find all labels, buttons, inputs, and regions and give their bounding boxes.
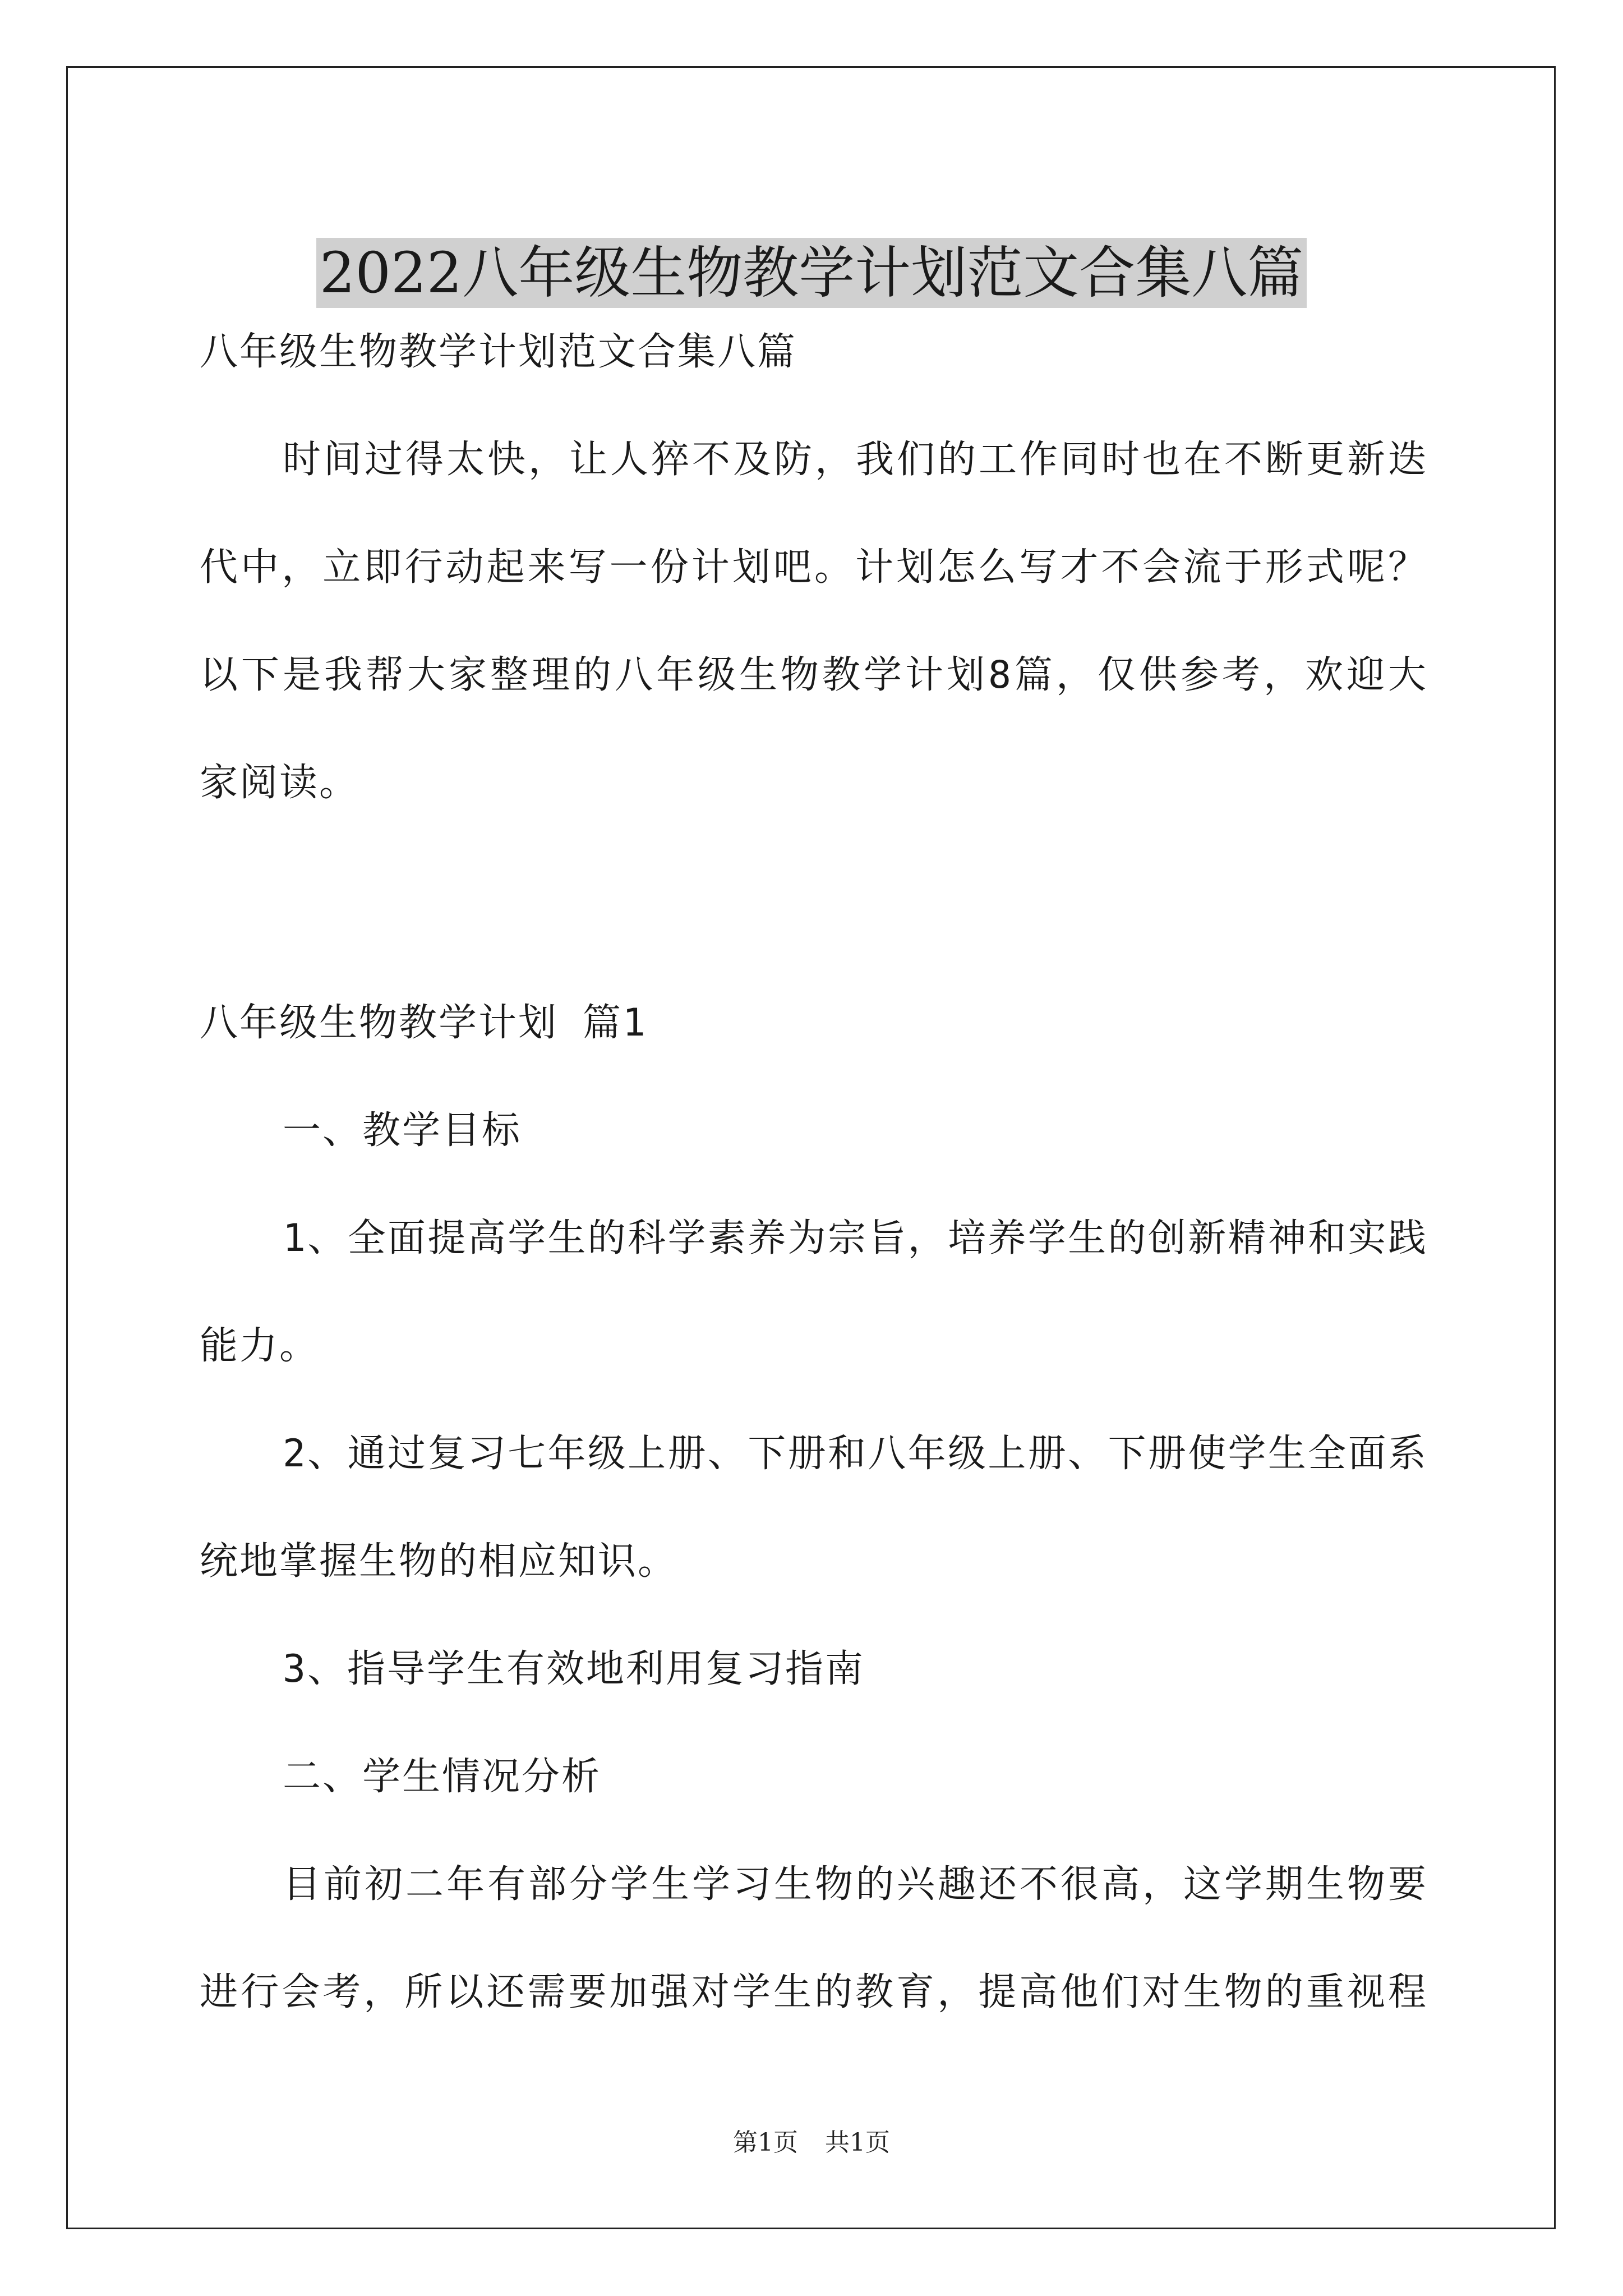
body-line-subtitle: 八年级生物教学计划范文合集八篇 <box>200 330 797 374</box>
body-line: 家阅读。 <box>200 761 359 805</box>
page-footer <box>0 2126 1623 2160</box>
subheading: 一、教学目标 <box>283 1108 522 1153</box>
body-line: 代中，立即行动起来写一份计划吧。计划怎么写才不会流于形式呢？ <box>200 545 1428 590</box>
body-line: 1、全面提高学生的科学素养为宗旨，培养学生的创新精神和实践 <box>283 1216 1428 1260</box>
body-line: 2、通过复习七年级上册、下册和八年级上册、下册使学生全面系 <box>283 1432 1428 1476</box>
body-line: 目前初二年有部分学生学习生物的兴趣还不很高，这学期生物要 <box>283 1862 1428 1907</box>
body-line: 时间过得太快，让人猝不及防，我们的工作同时也在不断更新迭 <box>283 438 1428 482</box>
body-line: 进行会考，所以还需要加强对学生的教育，提高他们对生物的重视程 <box>200 1970 1428 2014</box>
subheading: 二、学生情况分析 <box>283 1755 602 1799</box>
document-title <box>0 231 1623 315</box>
page-current: 第1页 <box>733 2128 798 2157</box>
section-heading: 八年级生物教学计划 篇1 <box>200 1001 647 1045</box>
body-line: 能力。 <box>200 1324 320 1368</box>
page-total: 共1页 <box>825 2128 890 2157</box>
document-title-text: 2022八年级生物教学计划范文合集八篇 <box>316 238 1307 308</box>
body-line: 以下是我帮大家整理的八年级生物教学计划8篇，仅供参考，欢迎大 <box>200 653 1428 697</box>
body-line: 统地掌握生物的相应知识。 <box>200 1539 678 1584</box>
body-line: 3、指导学生有效地利用复习指南 <box>283 1647 865 1691</box>
